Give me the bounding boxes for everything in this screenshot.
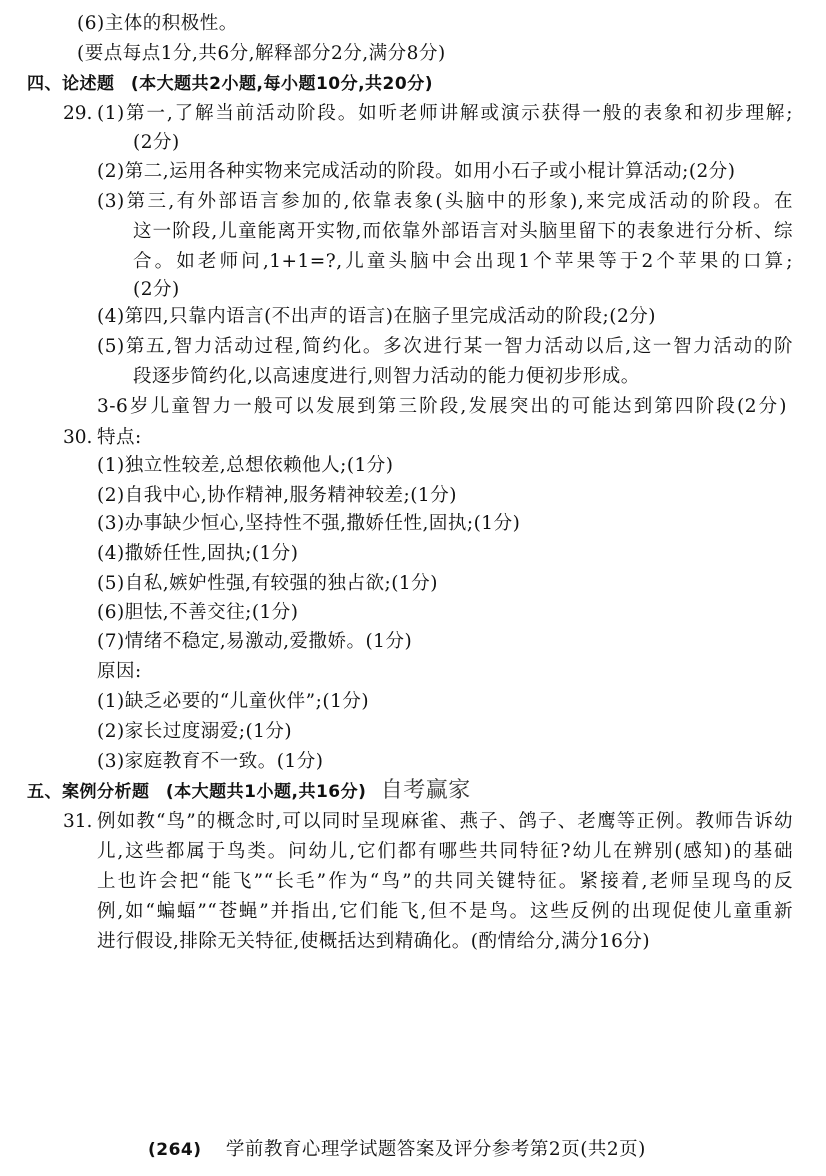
section-desc: (本大题共2小题,每小题10分,共20分) <box>130 74 433 94</box>
text-line: 段逐步简约化,以高速度进行,则智力活动的能力便初步形成。 <box>133 366 640 387</box>
text-line: 原因: <box>97 661 142 682</box>
text-line: (6)胆怯,不善交往;(1分) <box>97 602 299 623</box>
text-line: (1)缺乏必要的“儿童伙伴”;(1分) <box>97 691 370 712</box>
text-line: (要点每点1分,共6分,解释部分2分,满分8分) <box>77 43 446 64</box>
question-number: 31. <box>63 811 93 832</box>
text-line: (5)第五,智力活动过程,简约化。多次进行某一智力活动以后,这一智力活动的阶 <box>97 336 793 357</box>
section-heading-four <box>27 72 433 96</box>
text-line: (3)办事缺少恒心,坚持性不强,撒娇任性,固执;(1分) <box>97 513 521 534</box>
text-line: (2分) <box>133 279 180 300</box>
text-line: 这一阶段,儿童能离开实物,而依靠外部语言对头脑里留下的表象进行分析、综 <box>133 221 793 242</box>
section-heading-five <box>27 779 471 804</box>
text-line: (6)主体的积极性。 <box>77 13 238 34</box>
text-line: 例如教“鸟”的概念时,可以同时呈现麻雀、燕子、鸽子、老鹰等正例。教师告诉幼 <box>97 811 793 832</box>
question-number: 29. <box>63 103 93 124</box>
section-title: 五、案例分析题 <box>27 782 150 802</box>
text-line: (2分) <box>133 132 180 153</box>
text-line: 例,如“蝙蝠”“苍蝇”并指出,它们能飞,但不是鸟。这些反例的出现促使儿童重新 <box>97 901 793 922</box>
text-line: 儿,这些都属于鸟类。问幼儿,它们都有哪些共同特征?幼儿在辨别(感知)的基础 <box>97 841 793 862</box>
text-line: 合。如老师问,1+1=?,儿童头脑中会出现1个苹果等于2个苹果的口算; <box>133 251 793 272</box>
footer-code: (264) <box>148 1140 202 1160</box>
page-footer <box>148 1138 646 1162</box>
section-title: 四、论述题 <box>27 74 115 94</box>
text-line: (5)自私,嫉妒性强,有较强的独占欲;(1分) <box>97 573 438 594</box>
text-line: (1)独立性较差,总想依赖他人;(1分) <box>97 455 394 476</box>
text-line: (2)家长过度溺爱;(1分) <box>97 721 293 742</box>
text-line: (3)第三,有外部语言参加的,依靠表象(头脑中的形象),来完成活动的阶段。在 <box>97 191 793 212</box>
text-line: (4)撒娇任性,固执;(1分) <box>97 543 299 564</box>
text-line: (3)家庭教育不一致。(1分) <box>97 751 324 772</box>
footer-text: 学前教育心理学试题答案及评分参考第2页(共2页) <box>225 1139 646 1160</box>
text-line: 特点: <box>97 427 142 448</box>
text-line: (4)第四,只靠内语言(不出声的语言)在脑子里完成活动的阶段;(2分) <box>97 306 656 327</box>
text-line: (7)情绪不稳定,易激动,爱撒娇。(1分) <box>97 631 413 652</box>
text-line: (2)第二,运用各种实物来完成活动的阶段。如用小石子或小棍计算活动;(2分) <box>97 161 736 182</box>
text-line: 3-6岁儿童智力一般可以发展到第三阶段,发展突出的可能达到第四阶段(2分) <box>97 396 787 417</box>
text-line: (2)自我中心,协作精神,服务精神较差;(1分) <box>97 485 457 506</box>
text-line: 上也许会把“能飞”“长毛”作为“鸟”的共同关键特征。紧接着,老师呈现鸟的反 <box>97 871 793 892</box>
watermark: 自考赢家 <box>380 778 471 803</box>
question-number: 30. <box>63 427 93 448</box>
text-line: (1)第一,了解当前活动阶段。如听老师讲解或演示获得一般的表象和初步理解; <box>97 103 793 124</box>
section-desc: (本大题共1小题,共16分) <box>165 782 367 802</box>
text-line: 进行假设,排除无关特征,使概括达到精确化。(酌情给分,满分16分) <box>97 931 651 952</box>
